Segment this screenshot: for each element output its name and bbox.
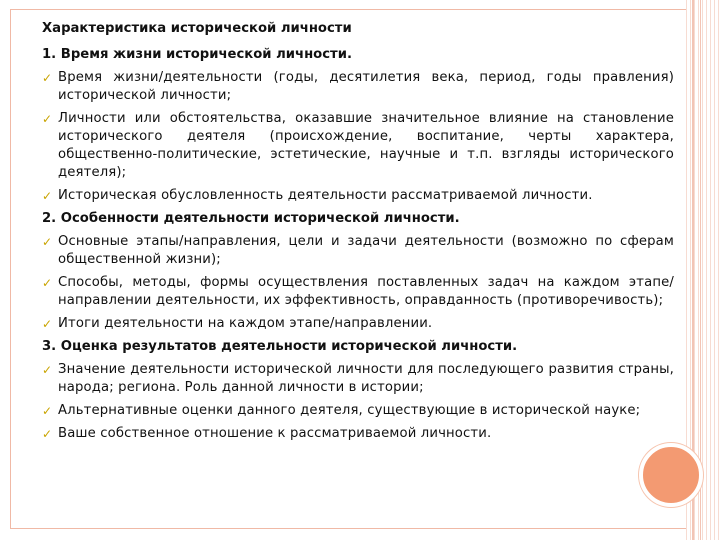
list-item	[42, 402, 674, 420]
list-item-text: Время жизни/деятельности (годы, десятилетия века, период, годы правления) исторической личности;	[58, 70, 674, 103]
section-heading: 1. Время жизни исторической личности.	[42, 47, 352, 62]
decorative-line	[700, 0, 701, 540]
list-item	[42, 110, 674, 182]
list-item	[42, 233, 674, 269]
check-mark-icon: ✓	[42, 71, 53, 85]
list-item	[42, 274, 674, 310]
check-mark-icon: ✓	[42, 112, 53, 126]
bullet-list	[42, 69, 674, 205]
list-item-text: Итоги деятельности на каждом этапе/направлении.	[58, 316, 433, 331]
bullet-list	[42, 361, 674, 443]
list-item	[42, 187, 674, 205]
decorative-circle	[639, 443, 703, 507]
list-item	[42, 425, 674, 443]
list-item	[42, 361, 674, 397]
section-heading: 3. Оценка результатов деятельности исторической личности.	[42, 339, 518, 354]
list-item	[42, 315, 674, 333]
list-item-text: Основные этапы/направления, цели и задачи деятельности (возможно по сферам общественной жизни);	[58, 234, 674, 267]
sections-container	[42, 46, 674, 443]
check-mark-icon: ✓	[42, 427, 53, 441]
bullet-list	[42, 233, 674, 333]
list-item-text: Ваше собственное отношение к рассматриваемой личности.	[58, 426, 492, 441]
check-mark-icon: ✓	[42, 276, 53, 290]
section-heading: 2. Особенности деятельности исторической личности.	[42, 211, 460, 226]
slide-content	[42, 18, 674, 448]
slide-title: Характеристика исторической личности	[42, 21, 352, 36]
list-item-text: Способы, методы, формы осуществления поставленных задач на каждом этапе/направлении деятельности, их эффективность, оправданность (противоречивость);	[58, 275, 674, 308]
list-item	[42, 69, 674, 105]
list-item-text: Личности или обстоятельства, оказавшие значительное влияние на становление исторического деятеля (происхождение, воспитание, черты характера, общественно-политические, эстетические, научные и т.п. взгляды исторического деятеля);	[58, 111, 674, 180]
check-mark-icon: ✓	[42, 404, 53, 418]
check-mark-icon: ✓	[42, 363, 53, 377]
list-item-text: Альтернативные оценки данного деятеля, существующие в исторической науке;	[58, 403, 641, 418]
check-mark-icon: ✓	[42, 189, 53, 203]
list-item-text: Историческая обусловленность деятельности рассматриваемой личности.	[58, 188, 593, 203]
check-mark-icon: ✓	[42, 317, 53, 331]
list-item-text: Значение деятельности исторической личности для последующего развития страны, народа; региона. Роль данной личности в истории;	[58, 362, 674, 395]
check-mark-icon: ✓	[42, 235, 53, 249]
